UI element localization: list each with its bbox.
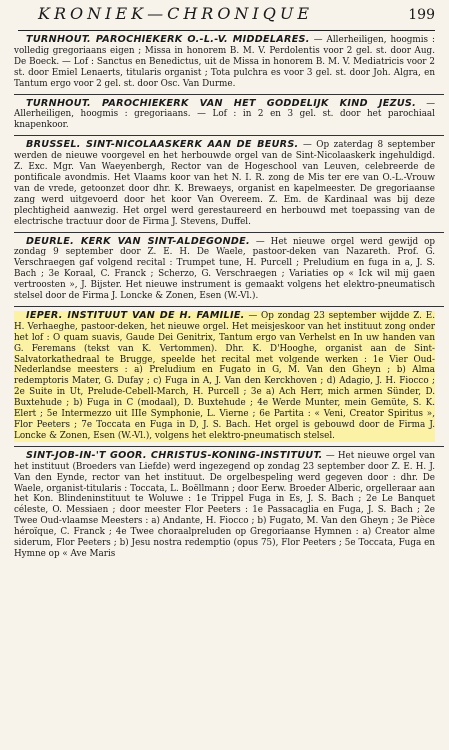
page-number: 199: [408, 7, 435, 23]
entry-heading: BRUSSEL. SINT-NICOLAASKERK AAN DE BEURS.: [26, 139, 299, 151]
chronicle-entry-highlighted: [14, 311, 435, 442]
entry-text: — Het nieuwe orgel van het instituut (Broeders van Liefde) werd ingezegend op zondag 23 september door Z. E. H. J. Van den Eynde, rector van het instituut. De orgelbespeling werd gegeven door : dhr. De Waele, organist-titularis : Toccata, L. Boëllmann ; door Eerw. Broeder Alberic, orgelleraar aan het Kon. Blindeninstituut te Woluwe : 1e Trippel Fuga in Es, J. S. Bach ; 2e Le Banquet céleste, O. Messiaen ; door meester Flor Peeters : 1e Passacaglia en Fuga, J. S. Bach ; 2e Twee Oud-vlaamse Meesters : a) Andante, H. Fiocco ; b) Fugato, M. Van den Gheyn ; 3e Pièce héroïque, C. Franck ; 4e Twee choraalpreluden op Gregoriaanse Hymnen : a) Creator alme siderum, Flor Peeters ; b) Jesu nostra redemptio (opus 75), Flor Peeters ; 5e Toccata, Fuga en Hymne op « Ave Maris: [14, 450, 436, 559]
chronicle-entry: [14, 140, 435, 227]
entry-heading: TURNHOUT. PAROCHIEKERK O.-L.-V. MIDDELARES.: [26, 34, 310, 45]
divider: [14, 94, 444, 95]
entry-heading: DEURLE. KERK VAN SINT-ALDEGONDE.: [26, 235, 250, 247]
entry-text: — Op zondag 23 september wijdde Z. E. H. Verhaeghe, pastoor-deken, het nieuwe orgel. Het meisjeskoor van het instituut zong onder het lof : O quam suavis, Gaude Dei Genitrix, Tantum ergo van Verhelst en In uw handen van G. Feremans (tekst van K. Vertommen). Dhr. K. D'Hooghe, organist aan de Sint-Salvatorkathedraal te Brugge, speelde het recital met volgende werken : 1e Vier Oud-Nederlandse meesters : a) Preludium en Fugato in G, M. Van den Gheyn ; b) Alma redemptoris Mater, G. Dufay ; c) Fuga in A, J. Van den Kerckhoven ; d) Adagio, J. H. Fiocco ; 2e Suite in Ut, Prelude-Cebell-March, H. Purcell ; 3e a) Ach Herr, mich armen Sünder, D. Buxtehude ; b) Fuga in C (modaal), D. Buxtehude ; 4e Werde Munter, mein Gemüte, S. K. Elert ; 5e Intermezzo uit IIIe Symphonie, L. Vierne ; 6e Partita : « Veni, Creator Spiritus », Flor Peeters ; 7e Toccata en Fuga in D, J. S. Bach. Het orgel is gebouwd door de Firma J. Loncke & Zonen, Esen (W.-Vl.), volgens het elektro-pneumatisch stelsel.: [14, 310, 436, 441]
entry-text: — Het nieuwe orgel werd gewijd op zondag 9 september door Z. E. H. De Waele, pastoor-deken van Nazareth. Prof. G. Verschraegen gaf volgend recital : Trumpet tune, H. Purcell ; Preludium en fuga in a, J. S. Bach ; 3e Koraal, C. Franck ; Scherzo, G. Verschraegen ; Variaties op « Ick wil mij gaen vertroosten », J. Bijster. Het nieuwe instrument is gemaakt volgens het elektro-pneumatisch stelsel door de Firma J. Loncke & Zonen, Esen (W.-Vl.).: [14, 236, 436, 302]
entry-heading: IEPER. INSTITUUT VAN DE H. FAMILIE.: [26, 309, 245, 321]
divider: [14, 446, 444, 447]
entry-heading: TURNHOUT. PAROCHIEKERK VAN HET GODDELIJK KIND JEZUS.: [26, 97, 417, 109]
divider: [14, 232, 444, 233]
chronicle-entry: [14, 237, 435, 302]
page-title: KRONIEK—CHRONIQUE: [38, 4, 314, 23]
chronicle-entry: [14, 451, 435, 560]
chronicle-entry: [14, 99, 435, 132]
entry-heading: SINT-JOB-IN-'T GOOR. CHRISTUS-KONING-INSTITUUT.: [26, 449, 323, 461]
divider: [14, 135, 444, 136]
entry-text: — Allerheiligen, hoogmis : volledig gregoriaans eigen ; Missa in honorem B. M. V. Perdolentis voor 2 gel. st. door Aug. De Boeck. — Lof : Sanctus en Benedictus, uit de Missa in honorem B. M. V. Mediatricis voor 2 st. door Emiel Lenaerts, titularis organist ; Tota pulchra es voor 3 gel. st. door Joh. Algra, en Tantum ergo voor 2 gel. st. door Osc. Van Durme.: [14, 35, 436, 89]
page-header: [18, 4, 435, 31]
chronicle-entry: [14, 35, 435, 90]
divider: [14, 306, 444, 307]
entry-text: — Op zaterdag 8 september werden de nieuwe voorgevel en het herbouwde orgel van de Sint-Nicolaaskerk ingehuldigd. Z. Exc. Mgr. Van Waeyenbergh, Rector van de Hogeschool van Leuven, celebreerde de pontificale avondmis. Het Vlaams koor van het N. I. R. zong de Mis ter ere van O.-L.-Vrouw van de vrede, getoonzet door dhr. K. Brewaeys, organist en kapelmeester. De gregoriaanse zang werd uitgevoerd door het koor Van Overeem. Z. Em. de Kardinaal was bij deze plechtigheid aanwezig. Het orgel werd gerestaureerd en herbouwd met toepassing van de electrische tractuur door de Firma J. Stevens, Duffel.: [14, 140, 436, 227]
entry-text: — Allerheiligen, hoogmis : gregoriaans. — Lof : in 2 en 3 gel. st. door het parochiaal knapenkoor.: [14, 98, 436, 131]
